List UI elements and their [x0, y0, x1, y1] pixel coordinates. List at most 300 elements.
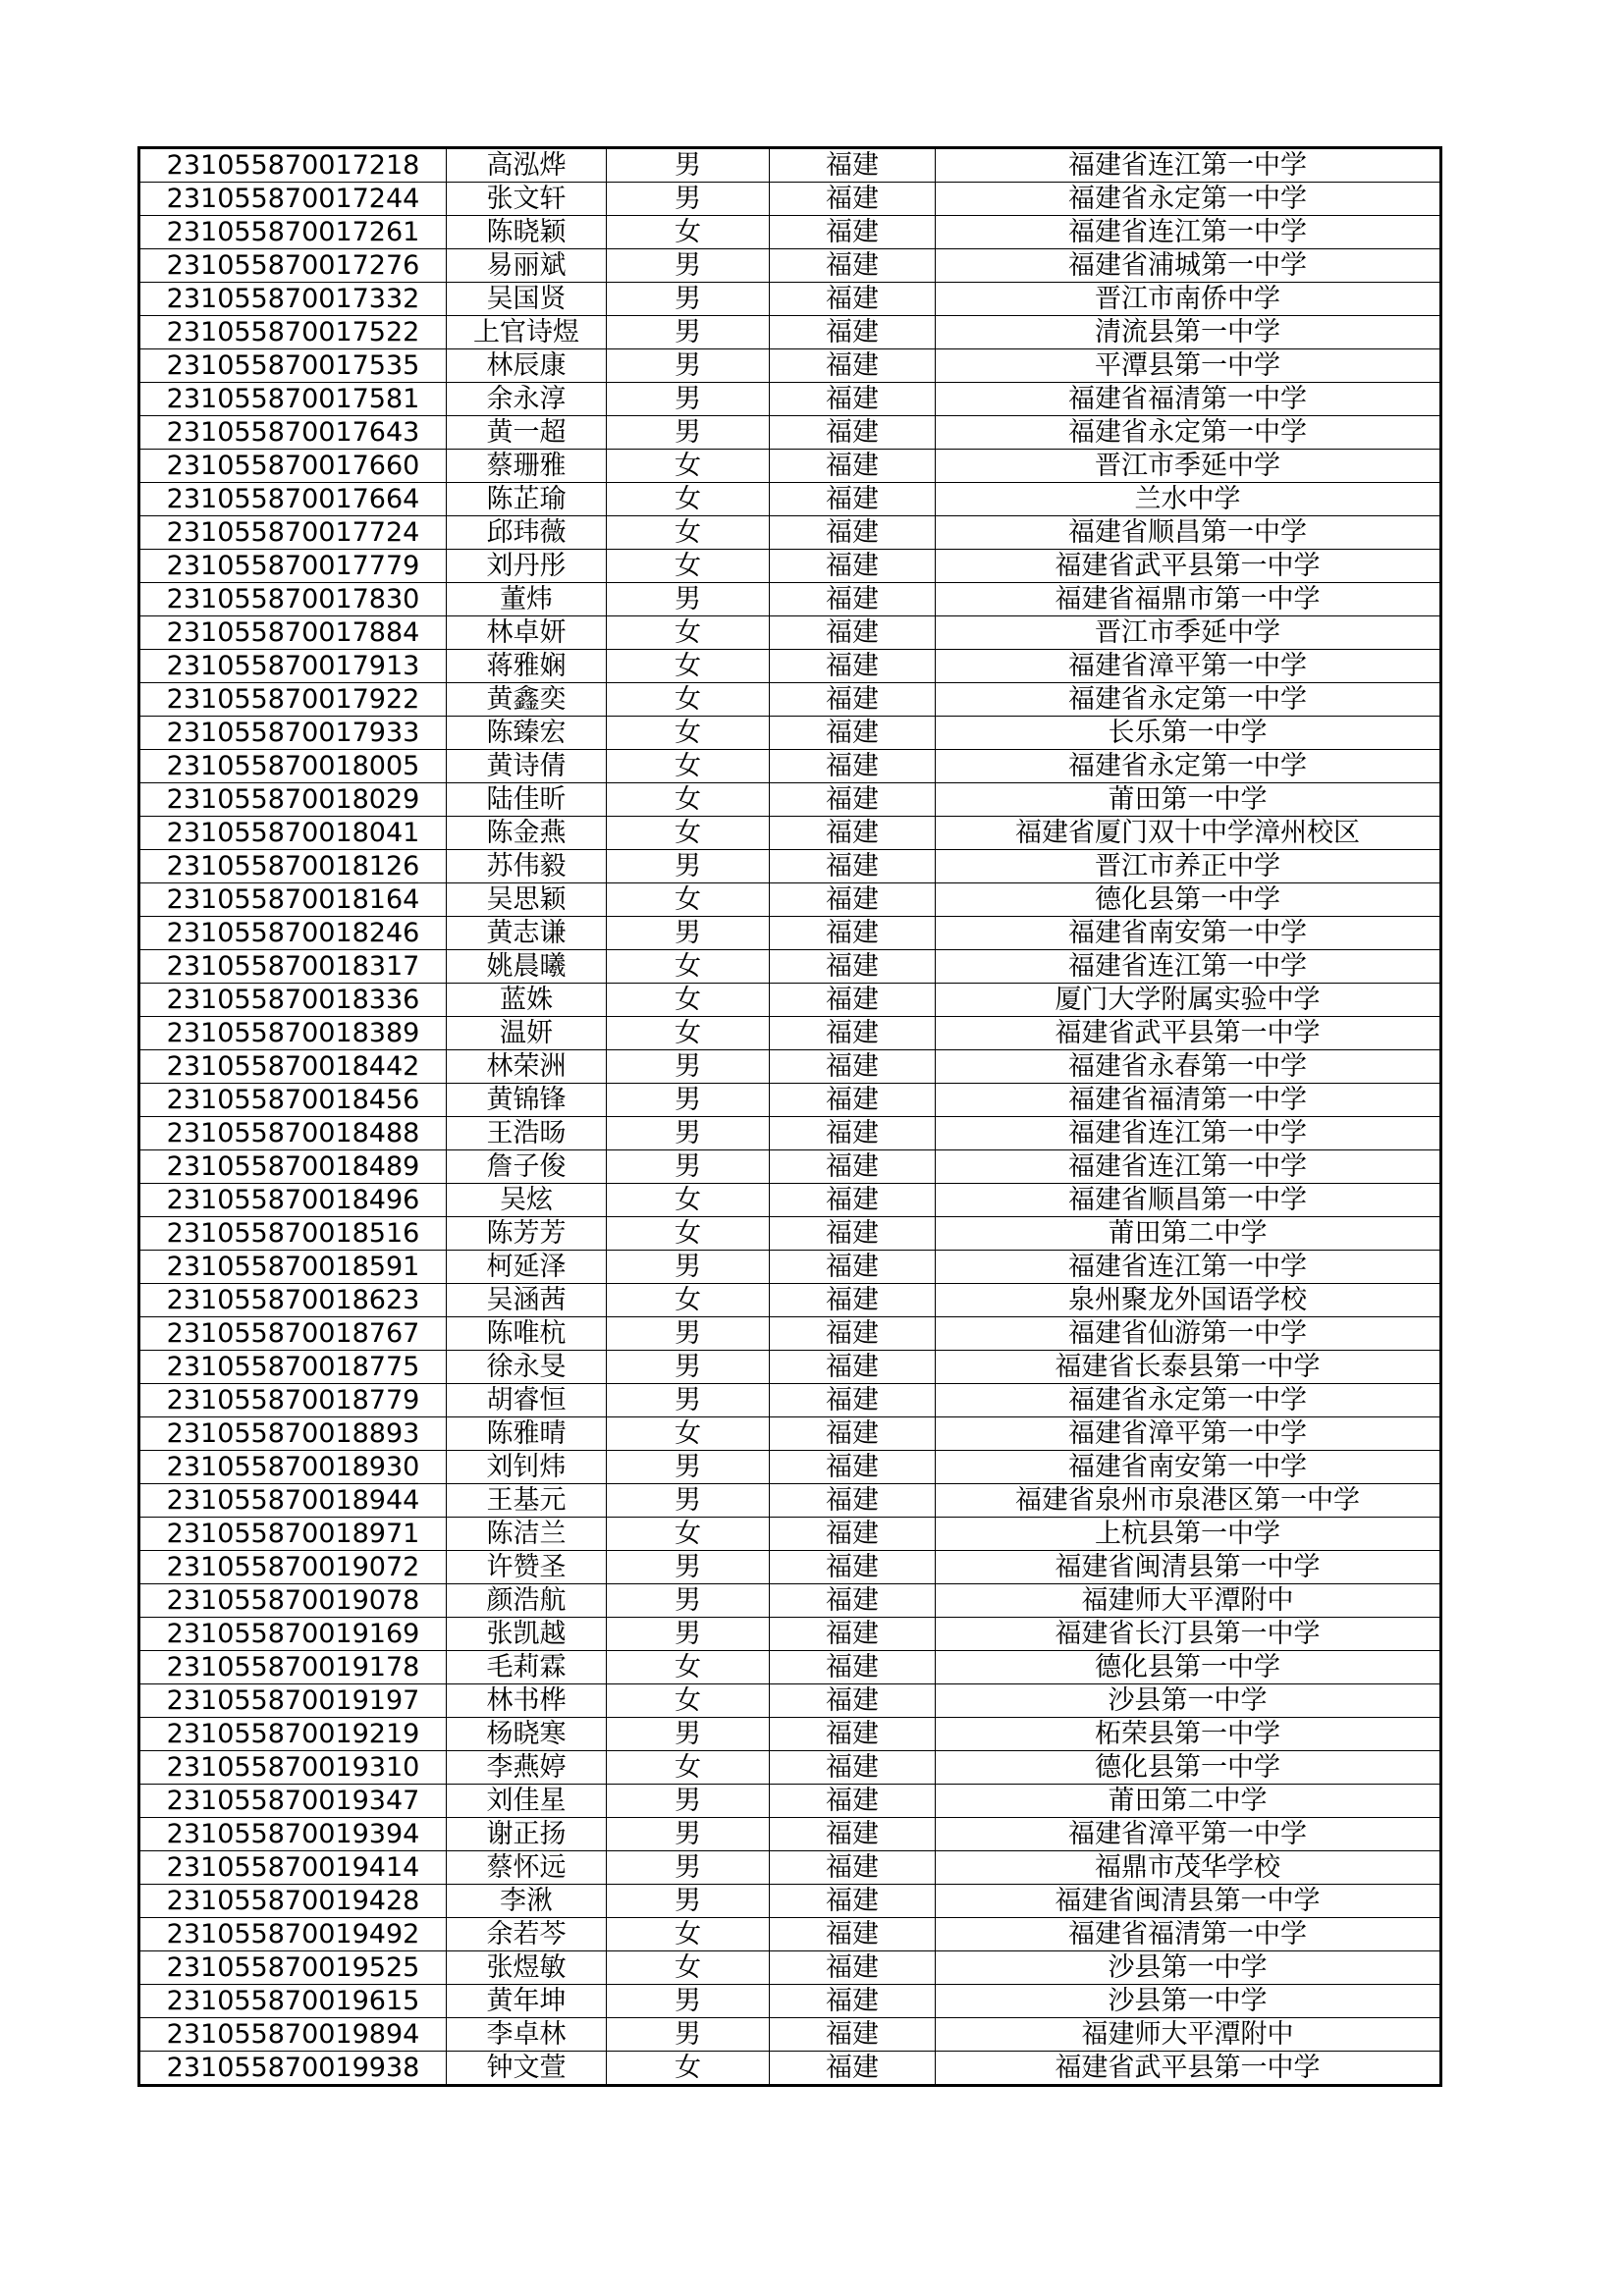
table-row — [139, 1818, 1441, 1851]
student-name-cell: 吴涵茜 — [447, 1284, 607, 1317]
student-name-cell: 余若芩 — [447, 1918, 607, 1951]
province-cell: 福建 — [770, 2052, 936, 2086]
school-cell: 福建师大平潭附中 — [936, 2018, 1441, 2052]
school-cell: 福建师大平潭附中 — [936, 1584, 1441, 1618]
school-cell: 福建省武平县第一中学 — [936, 550, 1441, 583]
candidate-id-cell: 231055870019615 — [139, 1985, 447, 2018]
school-cell: 福建省浦城第一中学 — [936, 249, 1441, 283]
school-cell: 莆田第一中学 — [936, 783, 1441, 817]
gender-cell: 女 — [607, 450, 770, 483]
gender-cell: 女 — [607, 650, 770, 683]
province-cell: 福建 — [770, 1918, 936, 1951]
student-name-cell: 黄锦锋 — [447, 1084, 607, 1117]
school-cell: 福建省厦门双十中学漳州校区 — [936, 817, 1441, 850]
table-row — [139, 1451, 1441, 1484]
province-cell: 福建 — [770, 1251, 936, 1284]
province-cell: 福建 — [770, 1751, 936, 1785]
table-row — [139, 984, 1441, 1017]
school-cell: 沙县第一中学 — [936, 1684, 1441, 1718]
candidate-id-cell: 231055870019310 — [139, 1751, 447, 1785]
gender-cell: 女 — [607, 1651, 770, 1684]
province-cell: 福建 — [770, 550, 936, 583]
gender-cell: 男 — [607, 1150, 770, 1184]
table-row — [139, 1084, 1441, 1117]
school-cell: 福建省福清第一中学 — [936, 1084, 1441, 1117]
table-row — [139, 1317, 1441, 1351]
student-name-cell: 苏伟毅 — [447, 850, 607, 883]
student-name-cell: 林荣洲 — [447, 1050, 607, 1084]
student-name-cell: 陈雅晴 — [447, 1417, 607, 1451]
gender-cell: 女 — [607, 1684, 770, 1718]
candidate-id-cell: 231055870018944 — [139, 1484, 447, 1518]
candidate-id-cell: 231055870017779 — [139, 550, 447, 583]
candidate-id-cell: 231055870017276 — [139, 249, 447, 283]
candidate-id-cell: 231055870018389 — [139, 1017, 447, 1050]
province-cell: 福建 — [770, 783, 936, 817]
candidate-id-cell: 231055870018126 — [139, 850, 447, 883]
candidate-id-cell: 231055870018775 — [139, 1351, 447, 1384]
student-name-cell: 刘钊炜 — [447, 1451, 607, 1484]
table-row — [139, 1284, 1441, 1317]
student-name-cell: 詹子俊 — [447, 1150, 607, 1184]
school-cell: 福建省永春第一中学 — [936, 1050, 1441, 1084]
province-cell: 福建 — [770, 817, 936, 850]
province-cell: 福建 — [770, 1551, 936, 1584]
student-name-cell: 陆佳昕 — [447, 783, 607, 817]
school-cell: 福建省连江第一中学 — [936, 1117, 1441, 1150]
student-name-cell: 邱玮薇 — [447, 516, 607, 550]
student-name-cell: 陈金燕 — [447, 817, 607, 850]
student-name-cell: 姚晨曦 — [447, 950, 607, 984]
student-name-cell: 林卓妍 — [447, 616, 607, 650]
student-name-cell: 谢正扬 — [447, 1818, 607, 1851]
school-cell: 福建省武平县第一中学 — [936, 1017, 1441, 1050]
student-name-cell: 余永淳 — [447, 383, 607, 416]
province-cell: 福建 — [770, 283, 936, 316]
province-cell: 福建 — [770, 1785, 936, 1818]
candidate-id-cell: 231055870019169 — [139, 1618, 447, 1651]
table-row — [139, 1851, 1441, 1885]
student-name-cell: 易丽斌 — [447, 249, 607, 283]
candidate-id-cell: 231055870018591 — [139, 1251, 447, 1284]
table-row — [139, 216, 1441, 249]
table-row — [139, 483, 1441, 516]
school-cell: 福建省连江第一中学 — [936, 1251, 1441, 1284]
student-name-cell: 陈臻宏 — [447, 717, 607, 750]
table-row — [139, 1184, 1441, 1217]
province-cell: 福建 — [770, 950, 936, 984]
candidate-id-cell: 231055870018623 — [139, 1284, 447, 1317]
province-cell: 福建 — [770, 616, 936, 650]
school-cell: 德化县第一中学 — [936, 1651, 1441, 1684]
gender-cell: 男 — [607, 1785, 770, 1818]
school-cell: 福建省顺昌第一中学 — [936, 1184, 1441, 1217]
province-cell: 福建 — [770, 1451, 936, 1484]
student-name-cell: 李湫 — [447, 1885, 607, 1918]
gender-cell: 女 — [607, 1951, 770, 1985]
school-cell: 福建省永定第一中学 — [936, 683, 1441, 717]
student-name-cell: 吴国贤 — [447, 283, 607, 316]
province-cell: 福建 — [770, 1684, 936, 1718]
student-name-cell: 刘丹彤 — [447, 550, 607, 583]
province-cell: 福建 — [770, 883, 936, 917]
province-cell: 福建 — [770, 249, 936, 283]
candidate-id-cell: 231055870017884 — [139, 616, 447, 650]
province-cell: 福建 — [770, 216, 936, 249]
province-cell: 福建 — [770, 1951, 936, 1985]
roster-table — [137, 146, 1442, 2087]
student-name-cell: 蔡珊雅 — [447, 450, 607, 483]
student-name-cell: 张凯越 — [447, 1618, 607, 1651]
gender-cell: 男 — [607, 917, 770, 950]
table-row — [139, 1918, 1441, 1951]
candidate-id-cell: 231055870019072 — [139, 1551, 447, 1584]
gender-cell: 男 — [607, 1818, 770, 1851]
candidate-id-cell: 231055870018893 — [139, 1417, 447, 1451]
province-cell: 福建 — [770, 917, 936, 950]
table-row — [139, 1384, 1441, 1417]
school-cell: 厦门大学附属实验中学 — [936, 984, 1441, 1017]
table-row — [139, 1684, 1441, 1718]
gender-cell: 男 — [607, 1985, 770, 2018]
student-name-cell: 陈唯杭 — [447, 1317, 607, 1351]
gender-cell: 女 — [607, 2052, 770, 2086]
gender-cell: 男 — [607, 1484, 770, 1518]
student-name-cell: 黄一超 — [447, 416, 607, 450]
school-cell: 福建省南安第一中学 — [936, 917, 1441, 950]
school-cell: 德化县第一中学 — [936, 883, 1441, 917]
gender-cell: 男 — [607, 1050, 770, 1084]
table-row — [139, 683, 1441, 717]
province-cell: 福建 — [770, 1885, 936, 1918]
candidate-id-cell: 231055870019394 — [139, 1818, 447, 1851]
gender-cell: 男 — [607, 850, 770, 883]
gender-cell: 女 — [607, 1017, 770, 1050]
province-cell: 福建 — [770, 1417, 936, 1451]
school-cell: 福建省闽清县第一中学 — [936, 1551, 1441, 1584]
student-name-cell: 徐永旻 — [447, 1351, 607, 1384]
gender-cell: 女 — [607, 1751, 770, 1785]
candidate-id-cell: 231055870018005 — [139, 750, 447, 783]
student-name-cell: 王浩旸 — [447, 1117, 607, 1150]
candidate-id-cell: 231055870018317 — [139, 950, 447, 984]
province-cell: 福建 — [770, 650, 936, 683]
province-cell: 福建 — [770, 1351, 936, 1384]
student-name-cell: 陈芳芳 — [447, 1217, 607, 1251]
province-cell: 福建 — [770, 1084, 936, 1117]
gender-cell: 男 — [607, 1384, 770, 1417]
gender-cell: 女 — [607, 783, 770, 817]
student-name-cell: 黄诗倩 — [447, 750, 607, 783]
student-name-cell: 高泓烨 — [447, 148, 607, 183]
gender-cell: 男 — [607, 383, 770, 416]
gender-cell: 女 — [607, 1918, 770, 1951]
student-name-cell: 陈洁兰 — [447, 1518, 607, 1551]
candidate-id-cell: 231055870017660 — [139, 450, 447, 483]
province-cell: 福建 — [770, 516, 936, 550]
gender-cell: 男 — [607, 1451, 770, 1484]
gender-cell: 女 — [607, 1217, 770, 1251]
gender-cell: 女 — [607, 683, 770, 717]
school-cell: 福建省漳平第一中学 — [936, 1417, 1441, 1451]
gender-cell: 男 — [607, 1885, 770, 1918]
gender-cell: 男 — [607, 1117, 770, 1150]
school-cell: 平潭县第一中学 — [936, 349, 1441, 383]
school-cell: 上杭县第一中学 — [936, 1518, 1441, 1551]
school-cell: 福建省闽清县第一中学 — [936, 1885, 1441, 1918]
table-row — [139, 650, 1441, 683]
student-name-cell: 林辰康 — [447, 349, 607, 383]
gender-cell: 男 — [607, 249, 770, 283]
school-cell: 福鼎市茂华学校 — [936, 1851, 1441, 1885]
province-cell: 福建 — [770, 450, 936, 483]
table-row — [139, 1551, 1441, 1584]
gender-cell: 女 — [607, 516, 770, 550]
table-row — [139, 717, 1441, 750]
school-cell: 福建省福鼎市第一中学 — [936, 583, 1441, 616]
school-cell: 莆田第二中学 — [936, 1217, 1441, 1251]
table-row — [139, 349, 1441, 383]
student-name-cell: 蒋雅娴 — [447, 650, 607, 683]
school-cell: 福建省永定第一中学 — [936, 1384, 1441, 1417]
gender-cell: 男 — [607, 2018, 770, 2052]
province-cell: 福建 — [770, 717, 936, 750]
table-row — [139, 750, 1441, 783]
student-name-cell: 李卓林 — [447, 2018, 607, 2052]
candidate-id-cell: 231055870017244 — [139, 183, 447, 216]
table-row — [139, 1050, 1441, 1084]
gender-cell: 女 — [607, 750, 770, 783]
province-cell: 福建 — [770, 1150, 936, 1184]
table-row — [139, 917, 1441, 950]
school-cell: 福建省武平县第一中学 — [936, 2052, 1441, 2086]
province-cell: 福建 — [770, 683, 936, 717]
student-name-cell: 蓝姝 — [447, 984, 607, 1017]
gender-cell: 女 — [607, 1184, 770, 1217]
gender-cell: 女 — [607, 1284, 770, 1317]
candidate-id-cell: 231055870017643 — [139, 416, 447, 450]
table-row — [139, 1484, 1441, 1518]
gender-cell: 女 — [607, 616, 770, 650]
table-row — [139, 1651, 1441, 1684]
province-cell: 福建 — [770, 1718, 936, 1751]
candidate-id-cell: 231055870018041 — [139, 817, 447, 850]
candidate-id-cell: 231055870018779 — [139, 1384, 447, 1417]
candidate-id-cell: 231055870018489 — [139, 1150, 447, 1184]
school-cell: 晋江市养正中学 — [936, 850, 1441, 883]
province-cell: 福建 — [770, 1484, 936, 1518]
province-cell: 福建 — [770, 183, 936, 216]
school-cell: 福建省连江第一中学 — [936, 950, 1441, 984]
table-row — [139, 550, 1441, 583]
candidate-id-cell: 231055870017535 — [139, 349, 447, 383]
table-row — [139, 950, 1441, 984]
candidate-id-cell: 231055870018029 — [139, 783, 447, 817]
table-row — [139, 1618, 1441, 1651]
table-row — [139, 1251, 1441, 1284]
candidate-id-cell: 231055870018246 — [139, 917, 447, 950]
candidate-id-cell: 231055870018971 — [139, 1518, 447, 1551]
gender-cell: 男 — [607, 283, 770, 316]
school-cell: 福建省顺昌第一中学 — [936, 516, 1441, 550]
school-cell: 兰水中学 — [936, 483, 1441, 516]
school-cell: 沙县第一中学 — [936, 1985, 1441, 2018]
school-cell: 福建省连江第一中学 — [936, 148, 1441, 183]
table-row — [139, 583, 1441, 616]
school-cell: 晋江市南侨中学 — [936, 283, 1441, 316]
gender-cell: 男 — [607, 583, 770, 616]
table-row — [139, 1951, 1441, 1985]
school-cell: 福建省永定第一中学 — [936, 750, 1441, 783]
province-cell: 福建 — [770, 1217, 936, 1251]
table-row — [139, 1584, 1441, 1618]
province-cell: 福建 — [770, 483, 936, 516]
student-name-cell: 张煜敏 — [447, 1951, 607, 1985]
gender-cell: 女 — [607, 1417, 770, 1451]
school-cell: 清流县第一中学 — [936, 316, 1441, 349]
school-cell: 福建省福清第一中学 — [936, 383, 1441, 416]
province-cell: 福建 — [770, 1651, 936, 1684]
gender-cell: 女 — [607, 717, 770, 750]
candidate-id-cell: 231055870017261 — [139, 216, 447, 249]
roster-table-body — [139, 148, 1441, 2086]
candidate-id-cell: 231055870018336 — [139, 984, 447, 1017]
gender-cell: 男 — [607, 148, 770, 183]
student-name-cell: 黄鑫奕 — [447, 683, 607, 717]
candidate-id-cell: 231055870017922 — [139, 683, 447, 717]
province-cell: 福建 — [770, 1050, 936, 1084]
gender-cell: 女 — [607, 216, 770, 249]
gender-cell: 男 — [607, 1618, 770, 1651]
gender-cell: 男 — [607, 1317, 770, 1351]
student-name-cell: 柯延泽 — [447, 1251, 607, 1284]
table-row — [139, 383, 1441, 416]
table-row — [139, 1885, 1441, 1918]
student-name-cell: 许赞圣 — [447, 1551, 607, 1584]
province-cell: 福建 — [770, 1384, 936, 1417]
student-name-cell: 王基元 — [447, 1484, 607, 1518]
candidate-id-cell: 231055870019219 — [139, 1718, 447, 1751]
gender-cell: 男 — [607, 1551, 770, 1584]
gender-cell: 女 — [607, 883, 770, 917]
candidate-id-cell: 231055870019178 — [139, 1651, 447, 1684]
table-row — [139, 1417, 1441, 1451]
province-cell: 福建 — [770, 1985, 936, 2018]
gender-cell: 男 — [607, 416, 770, 450]
gender-cell: 男 — [607, 1584, 770, 1618]
province-cell: 福建 — [770, 1851, 936, 1885]
school-cell: 福建省连江第一中学 — [936, 216, 1441, 249]
candidate-id-cell: 231055870018930 — [139, 1451, 447, 1484]
table-row — [139, 1117, 1441, 1150]
province-cell: 福建 — [770, 1184, 936, 1217]
student-name-cell: 董炜 — [447, 583, 607, 616]
province-cell: 福建 — [770, 316, 936, 349]
school-cell: 莆田第二中学 — [936, 1785, 1441, 1818]
candidate-id-cell: 231055870017933 — [139, 717, 447, 750]
table-row — [139, 1217, 1441, 1251]
table-row — [139, 1751, 1441, 1785]
student-name-cell: 吴炫 — [447, 1184, 607, 1217]
table-row — [139, 883, 1441, 917]
candidate-id-cell: 231055870017218 — [139, 148, 447, 183]
gender-cell: 男 — [607, 1351, 770, 1384]
school-cell: 沙县第一中学 — [936, 1951, 1441, 1985]
province-cell: 福建 — [770, 984, 936, 1017]
student-name-cell: 陈晓颖 — [447, 216, 607, 249]
table-row — [139, 850, 1441, 883]
candidate-id-cell: 231055870018496 — [139, 1184, 447, 1217]
table-row — [139, 817, 1441, 850]
province-cell: 福建 — [770, 349, 936, 383]
student-name-cell: 钟文萱 — [447, 2052, 607, 2086]
school-cell: 福建省泉州市泉港区第一中学 — [936, 1484, 1441, 1518]
gender-cell: 女 — [607, 1518, 770, 1551]
gender-cell: 男 — [607, 349, 770, 383]
gender-cell: 男 — [607, 1084, 770, 1117]
candidate-id-cell: 231055870019078 — [139, 1584, 447, 1618]
candidate-id-cell: 231055870017664 — [139, 483, 447, 516]
province-cell: 福建 — [770, 850, 936, 883]
table-row — [139, 283, 1441, 316]
province-cell: 福建 — [770, 148, 936, 183]
gender-cell: 男 — [607, 1718, 770, 1751]
candidate-id-cell: 231055870017581 — [139, 383, 447, 416]
province-cell: 福建 — [770, 583, 936, 616]
candidate-id-cell: 231055870017913 — [139, 650, 447, 683]
province-cell: 福建 — [770, 1518, 936, 1551]
table-row — [139, 516, 1441, 550]
student-name-cell: 陈芷瑜 — [447, 483, 607, 516]
school-cell: 福建省南安第一中学 — [936, 1451, 1441, 1484]
province-cell: 福建 — [770, 1317, 936, 1351]
student-name-cell: 吴思颖 — [447, 883, 607, 917]
school-cell: 福建省漳平第一中学 — [936, 1818, 1441, 1851]
candidate-id-cell: 231055870019525 — [139, 1951, 447, 1985]
province-cell: 福建 — [770, 1284, 936, 1317]
candidate-id-cell: 231055870017332 — [139, 283, 447, 316]
student-name-cell: 林书桦 — [447, 1684, 607, 1718]
table-row — [139, 316, 1441, 349]
candidate-id-cell: 231055870019894 — [139, 2018, 447, 2052]
candidate-id-cell: 231055870018442 — [139, 1050, 447, 1084]
table-row — [139, 1785, 1441, 1818]
province-cell: 福建 — [770, 1618, 936, 1651]
student-name-cell: 张文轩 — [447, 183, 607, 216]
candidate-id-cell: 231055870018164 — [139, 883, 447, 917]
candidate-id-cell: 231055870019492 — [139, 1918, 447, 1951]
table-row — [139, 416, 1441, 450]
candidate-id-cell: 231055870019347 — [139, 1785, 447, 1818]
candidate-id-cell: 231055870018456 — [139, 1084, 447, 1117]
table-row — [139, 249, 1441, 283]
province-cell: 福建 — [770, 416, 936, 450]
student-name-cell: 蔡怀远 — [447, 1851, 607, 1885]
gender-cell: 男 — [607, 316, 770, 349]
table-row — [139, 450, 1441, 483]
table-row — [139, 2018, 1441, 2052]
candidate-id-cell: 231055870018516 — [139, 1217, 447, 1251]
province-cell: 福建 — [770, 1017, 936, 1050]
province-cell: 福建 — [770, 383, 936, 416]
table-row — [139, 183, 1441, 216]
school-cell: 晋江市季延中学 — [936, 450, 1441, 483]
student-name-cell: 毛莉霖 — [447, 1651, 607, 1684]
candidate-id-cell: 231055870017830 — [139, 583, 447, 616]
student-name-cell: 上官诗煜 — [447, 316, 607, 349]
candidate-id-cell: 231055870019938 — [139, 2052, 447, 2086]
province-cell: 福建 — [770, 2018, 936, 2052]
